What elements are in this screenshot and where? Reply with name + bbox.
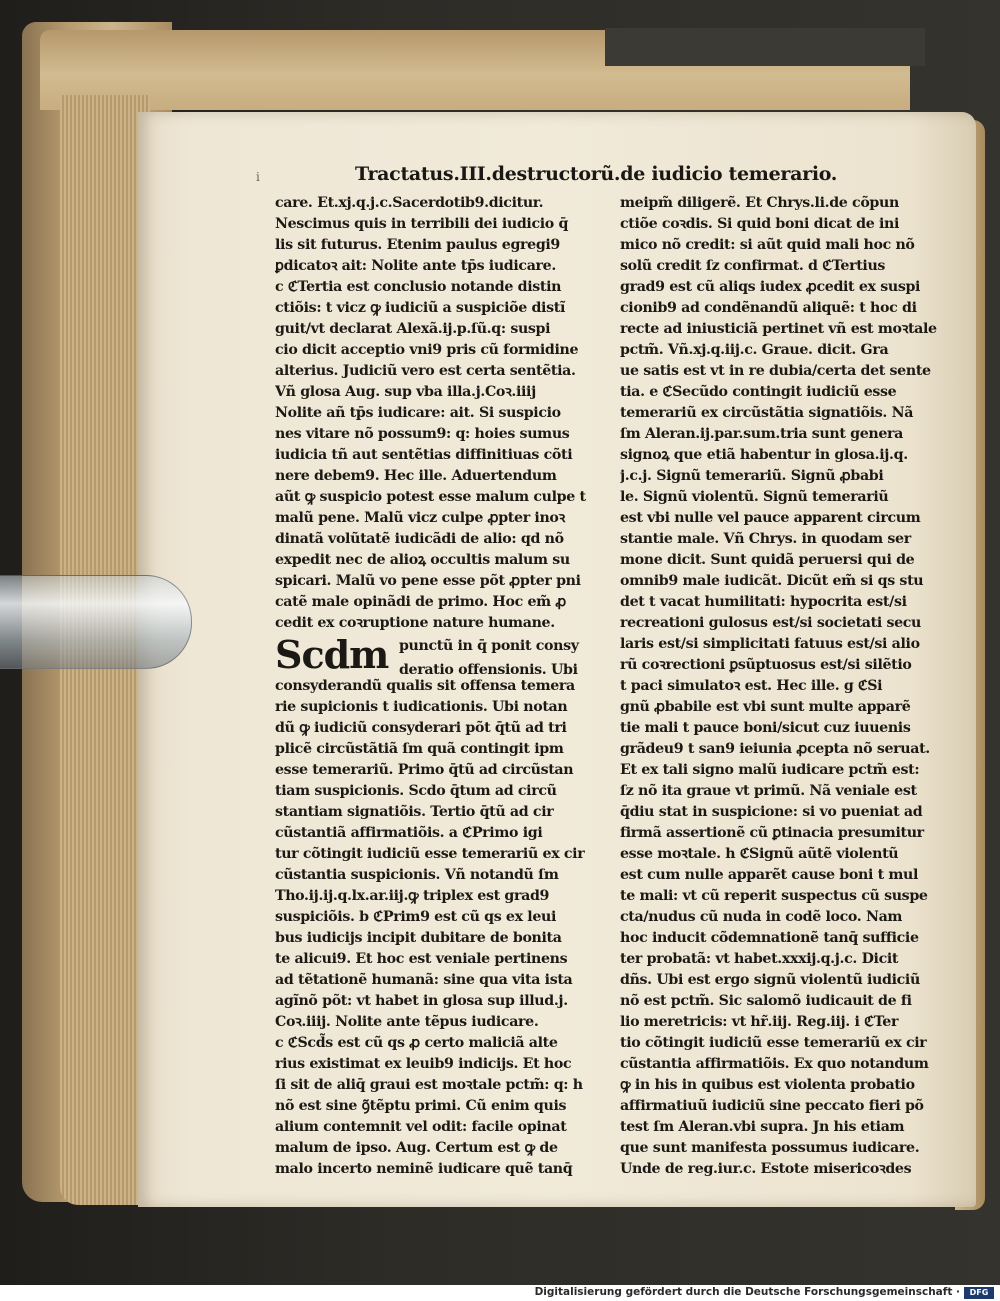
- text-line: mone dicit. Sunt quidã peruersi qui de: [620, 552, 915, 568]
- text-line: meipm̃ diligerẽ. Et Chrys.li.de cõpun: [620, 195, 899, 211]
- text-line: spicari. Malũ vo pene esse põt ꝓpter pni: [275, 573, 581, 589]
- text-line: tie mali t pauce boni/sicut cuz iuuenis: [620, 720, 911, 736]
- text-line: q̄diu stat in suspicione: si vo pueniat ad: [620, 804, 923, 820]
- left-text-column: [275, 193, 605, 1180]
- initial-line: [275, 634, 605, 676]
- text-line: affirmatiuũ iudiciũ sine peccato fieri põ: [620, 1098, 924, 1114]
- text-line: Unde de reg.iur.c. Estote misericoꝛdes: [620, 1161, 912, 1177]
- text-line: cta/nudus cũ nuda in codẽ loco. Nam: [620, 909, 903, 925]
- cover-strip: [605, 28, 925, 66]
- text-line: Tho.ij.ij.q.lx.ar.iij.ꝙ triplex est grad9: [275, 888, 550, 904]
- text-line: dinatã volũtatẽ iudicãdi de alio: qd nõ: [275, 531, 564, 547]
- text-line: rie supicionis t iudicationis. Ubi notan: [275, 699, 568, 715]
- text-line: iudicia tñ aut sentẽtias diffinitiuas cõti: [275, 447, 573, 463]
- text-line: hoc inducit cõdemnationẽ tanq̄ sufficie: [620, 930, 919, 946]
- text-line: t paci simulatoꝛ est. Hec ille. g ℭSi: [620, 678, 883, 694]
- text-line: cũstantiã affirmatiõis. a ℭPrimo igi: [275, 825, 543, 841]
- text-line: tur cõtingit iudiciũ esse temerariũ ex cir: [275, 846, 585, 862]
- text-line: ſm Aleran.ij.par.sum.tria sunt genera: [620, 426, 904, 442]
- dfg-logo: DFG: [964, 1287, 994, 1299]
- text-line: solũ credit ſz confirmat. d ℭTertius: [620, 258, 886, 274]
- text-line: ſz nõ ita graue vt primũ. Nã veniale est: [620, 783, 917, 799]
- text-line: recreationi gulosus est/si societati secu: [620, 615, 922, 631]
- text-line: malum de ipso. Aug. Certum est ꝙ de: [275, 1140, 558, 1156]
- text-line: pctm̃. Vñ.xj.q.iij.c. Graue. dicit. Gra: [620, 342, 889, 358]
- text-line: cionib9 ad condẽnandũ aliquẽ: t hoc di: [620, 300, 917, 316]
- text-line: le. Signũ violentũ. Signũ temerariũ: [620, 489, 889, 505]
- text-line: rius existimat ex leuib9 indicijs. Et hoc: [275, 1056, 572, 1072]
- text-line: te alicui9. Et hoc est veniale pertinens: [275, 951, 568, 967]
- text-line: mico nõ credit: si aũt quid mali hoc nõ: [620, 237, 915, 253]
- text-line: c ℭScd̃s est cũ qs ꝓ certo maliciã alte: [275, 1035, 558, 1051]
- funding-credit: Digitalisierung gefördert durch die Deutsche Forschungsgemeinschaft ·: [534, 1286, 960, 1298]
- text-line: dũ ꝙ iudiciũ consyderari põt q̄tũ ad tri: [275, 720, 567, 736]
- running-title: Tractatus.III.destructorũ.de iudicio temerario.: [355, 163, 838, 185]
- text-line: Vñ glosa Aug. sup vba illa.j.Coꝛ.iiij: [275, 384, 536, 400]
- text-line: test ſm Aleran.vbi supra. Jn his etiam: [620, 1119, 905, 1135]
- text-line: ſi sit de aliq̄ graui est moꝛtale pctm̃: q: h: [275, 1077, 583, 1093]
- text-line: plicẽ circũstãtiã ſm quã contingit ipm: [275, 741, 564, 757]
- glass-page-clamp: [0, 575, 192, 669]
- text-line: grad9 est cũ aliqs iudex ꝓcedit ex suspi: [620, 279, 921, 295]
- text-line: c ℭTertia est conclusio notande distin: [275, 279, 562, 295]
- decorated-initial: Scdm: [275, 634, 389, 676]
- text-line: recte ad iniusticiã pertinet vñ est moꝛtale: [620, 321, 937, 337]
- signature-mark: i: [256, 170, 260, 184]
- text-line: alterius. Judiciũ vero est certa sentẽtia.: [275, 363, 576, 379]
- text-line: expedit nec de alioꝝ occultis malum su: [275, 552, 570, 568]
- text-line: lis sit futurus. Etenim paulus egregi9: [275, 237, 560, 253]
- text-line: j.c.j. Signũ temerariũ. Signũ ꝓbabi: [620, 468, 884, 484]
- text-line: firmã assertionẽ cũ ꝑtinacia presumitur: [620, 825, 924, 841]
- text-line: esse temerariũ. Primo q̄tũ ad circũstan: [275, 762, 574, 778]
- text-line: malo incerto neminẽ iudicare quẽ tanq̄: [275, 1161, 573, 1177]
- text-line: aũt ꝙ suspicio potest esse malum culpe t: [275, 489, 586, 505]
- text-line: det t vacat humilitati: hypocrita est/si: [620, 594, 907, 610]
- text-line: Nolite añ tp̄s iudicare: ait. Si suspicio: [275, 405, 561, 421]
- text-line: te mali: vt cũ reperit suspectus cũ suspe: [620, 888, 928, 904]
- text-line: temerariũ ex circũstãtia signatiõis. Nã: [620, 405, 914, 421]
- text-line: lio meretricis: vt hr̃.iij. Reg.iij. i ℭTer: [620, 1014, 899, 1030]
- text-line: Nescimus quis in terribili dei iudicio q̄: [275, 216, 569, 232]
- text-line: tio cõtingit iudiciũ esse temerariũ ex cir: [620, 1035, 927, 1051]
- text-line: tiam suspicionis. Scdo q̄tum ad circũ: [275, 783, 557, 799]
- text-line: omnib9 male iudicãt. Dicũt em̃ si qs stu: [620, 573, 924, 589]
- text-line: signoꝝ que etiã habentur in glosa.ij.q.: [620, 447, 908, 463]
- text-line: ꝙ in his in quibus est violenta probatio: [620, 1077, 915, 1093]
- text-line: ꝑdicatoꝛ ait: Nolite ante tp̄s iudicare.: [275, 258, 556, 274]
- text-line: est cum nulle apparẽt cause boni t mul: [620, 867, 919, 883]
- text-line: catẽ male opinãdi de primo. Hoc em̃ ꝓ: [275, 594, 567, 610]
- text-line: ter probatã: vt habet.xxxij.q.j.c. Dicit: [620, 951, 899, 967]
- initial-line-text-2: deratio offensionis. Ubi: [398, 662, 578, 676]
- text-line: care. Et.xj.q.j.c.Sacerdotib9.dicitur.: [275, 195, 544, 211]
- right-text-column: [620, 193, 942, 1180]
- text-line: est vbi nulle vel pauce apparent circum: [620, 510, 921, 526]
- text-line: gnũ ꝓbabile est vbi sunt multe apparẽ: [620, 699, 911, 715]
- text-line: alium contemnit vel odit: facile opinat: [275, 1119, 567, 1135]
- text-line: nes vitare nõ possum9: q: hoies sumus: [275, 426, 570, 442]
- text-line: nere debem9. Hec ille. Aduertendum: [275, 468, 557, 484]
- text-line: dñs. Ubi est ergo signũ violentũ iudiciũ: [620, 972, 920, 988]
- text-line: Et ex tali signo malũ iudicare pctm̃ est:: [620, 762, 920, 778]
- text-line: cũstantia suspicionis. Vñ notandũ ſm: [275, 867, 559, 883]
- text-line: nõ est pctm̃. Sic salomõ iudicauit de fi: [620, 993, 912, 1009]
- text-line: nõ est sine ꝯ̃tẽptu primi. Cũ enim quis: [275, 1098, 567, 1114]
- text-line: suspiciõis. b ℭPrim9 est cũ qs ex leui: [275, 909, 557, 925]
- text-line: ctiõis: t vicz ꝙ iudiciũ a suspiciõe distĩ: [275, 300, 565, 316]
- text-line: Coꝛ.iiij. Nolite ante tẽpus iudicare.: [275, 1014, 539, 1030]
- initial-line-text-1: punctũ in q̄ ponit consy: [398, 638, 579, 654]
- text-line: rũ coꝛrectioni ꝑsũptuosus est/si silẽtio: [620, 657, 912, 673]
- text-line: consyderandũ qualis sit offensa temera: [275, 678, 575, 694]
- text-line: grãdeu9 t san9 ieiunia ꝓcepta nõ seruat.: [620, 741, 930, 757]
- text-line: malũ pene. Malũ vicz culpe ꝓpter inoꝛ: [275, 510, 565, 526]
- text-line: bus iudicijs incipit dubitare de bonita: [275, 930, 562, 946]
- text-line: ue satis est vt in re dubia/certa det sente: [620, 363, 931, 379]
- text-line: stantiam signatiõis. Tertio q̄tũ ad cir: [275, 804, 554, 820]
- text-line: ctiõe coꝛdis. Si quid boni dicat de ini: [620, 216, 900, 232]
- text-line: guit/vt declarat Alexã.ij.p.ſũ.q: suspi: [275, 321, 551, 337]
- text-line: esse moꝛtale. h ℭSignũ aũtẽ violentũ: [620, 846, 899, 862]
- text-line: laris est/si simplicitati fatuus est/si alio: [620, 636, 920, 652]
- text-line: cũstantia affirmatiõis. Ex quo notandum: [620, 1056, 929, 1072]
- text-line: cio dicit acceptio vni9 pris cũ formidine: [275, 342, 579, 358]
- text-line: que sunt manifesta possumus iudicare.: [620, 1140, 920, 1156]
- text-line: agĩnõ põt: vt habet in glosa sup illud.j.: [275, 993, 568, 1009]
- initial-line-text: [399, 634, 579, 676]
- text-line: stantie male. Vñ Chrys. in quodam ser: [620, 531, 911, 547]
- text-line: tia. e ℭSecũdo contingit iudiciũ esse: [620, 384, 897, 400]
- text-line: cedit ex coꝛruptione nature humane.: [275, 615, 555, 631]
- text-line: ad tẽtationẽ humanã: sine qua vita ista: [275, 972, 573, 988]
